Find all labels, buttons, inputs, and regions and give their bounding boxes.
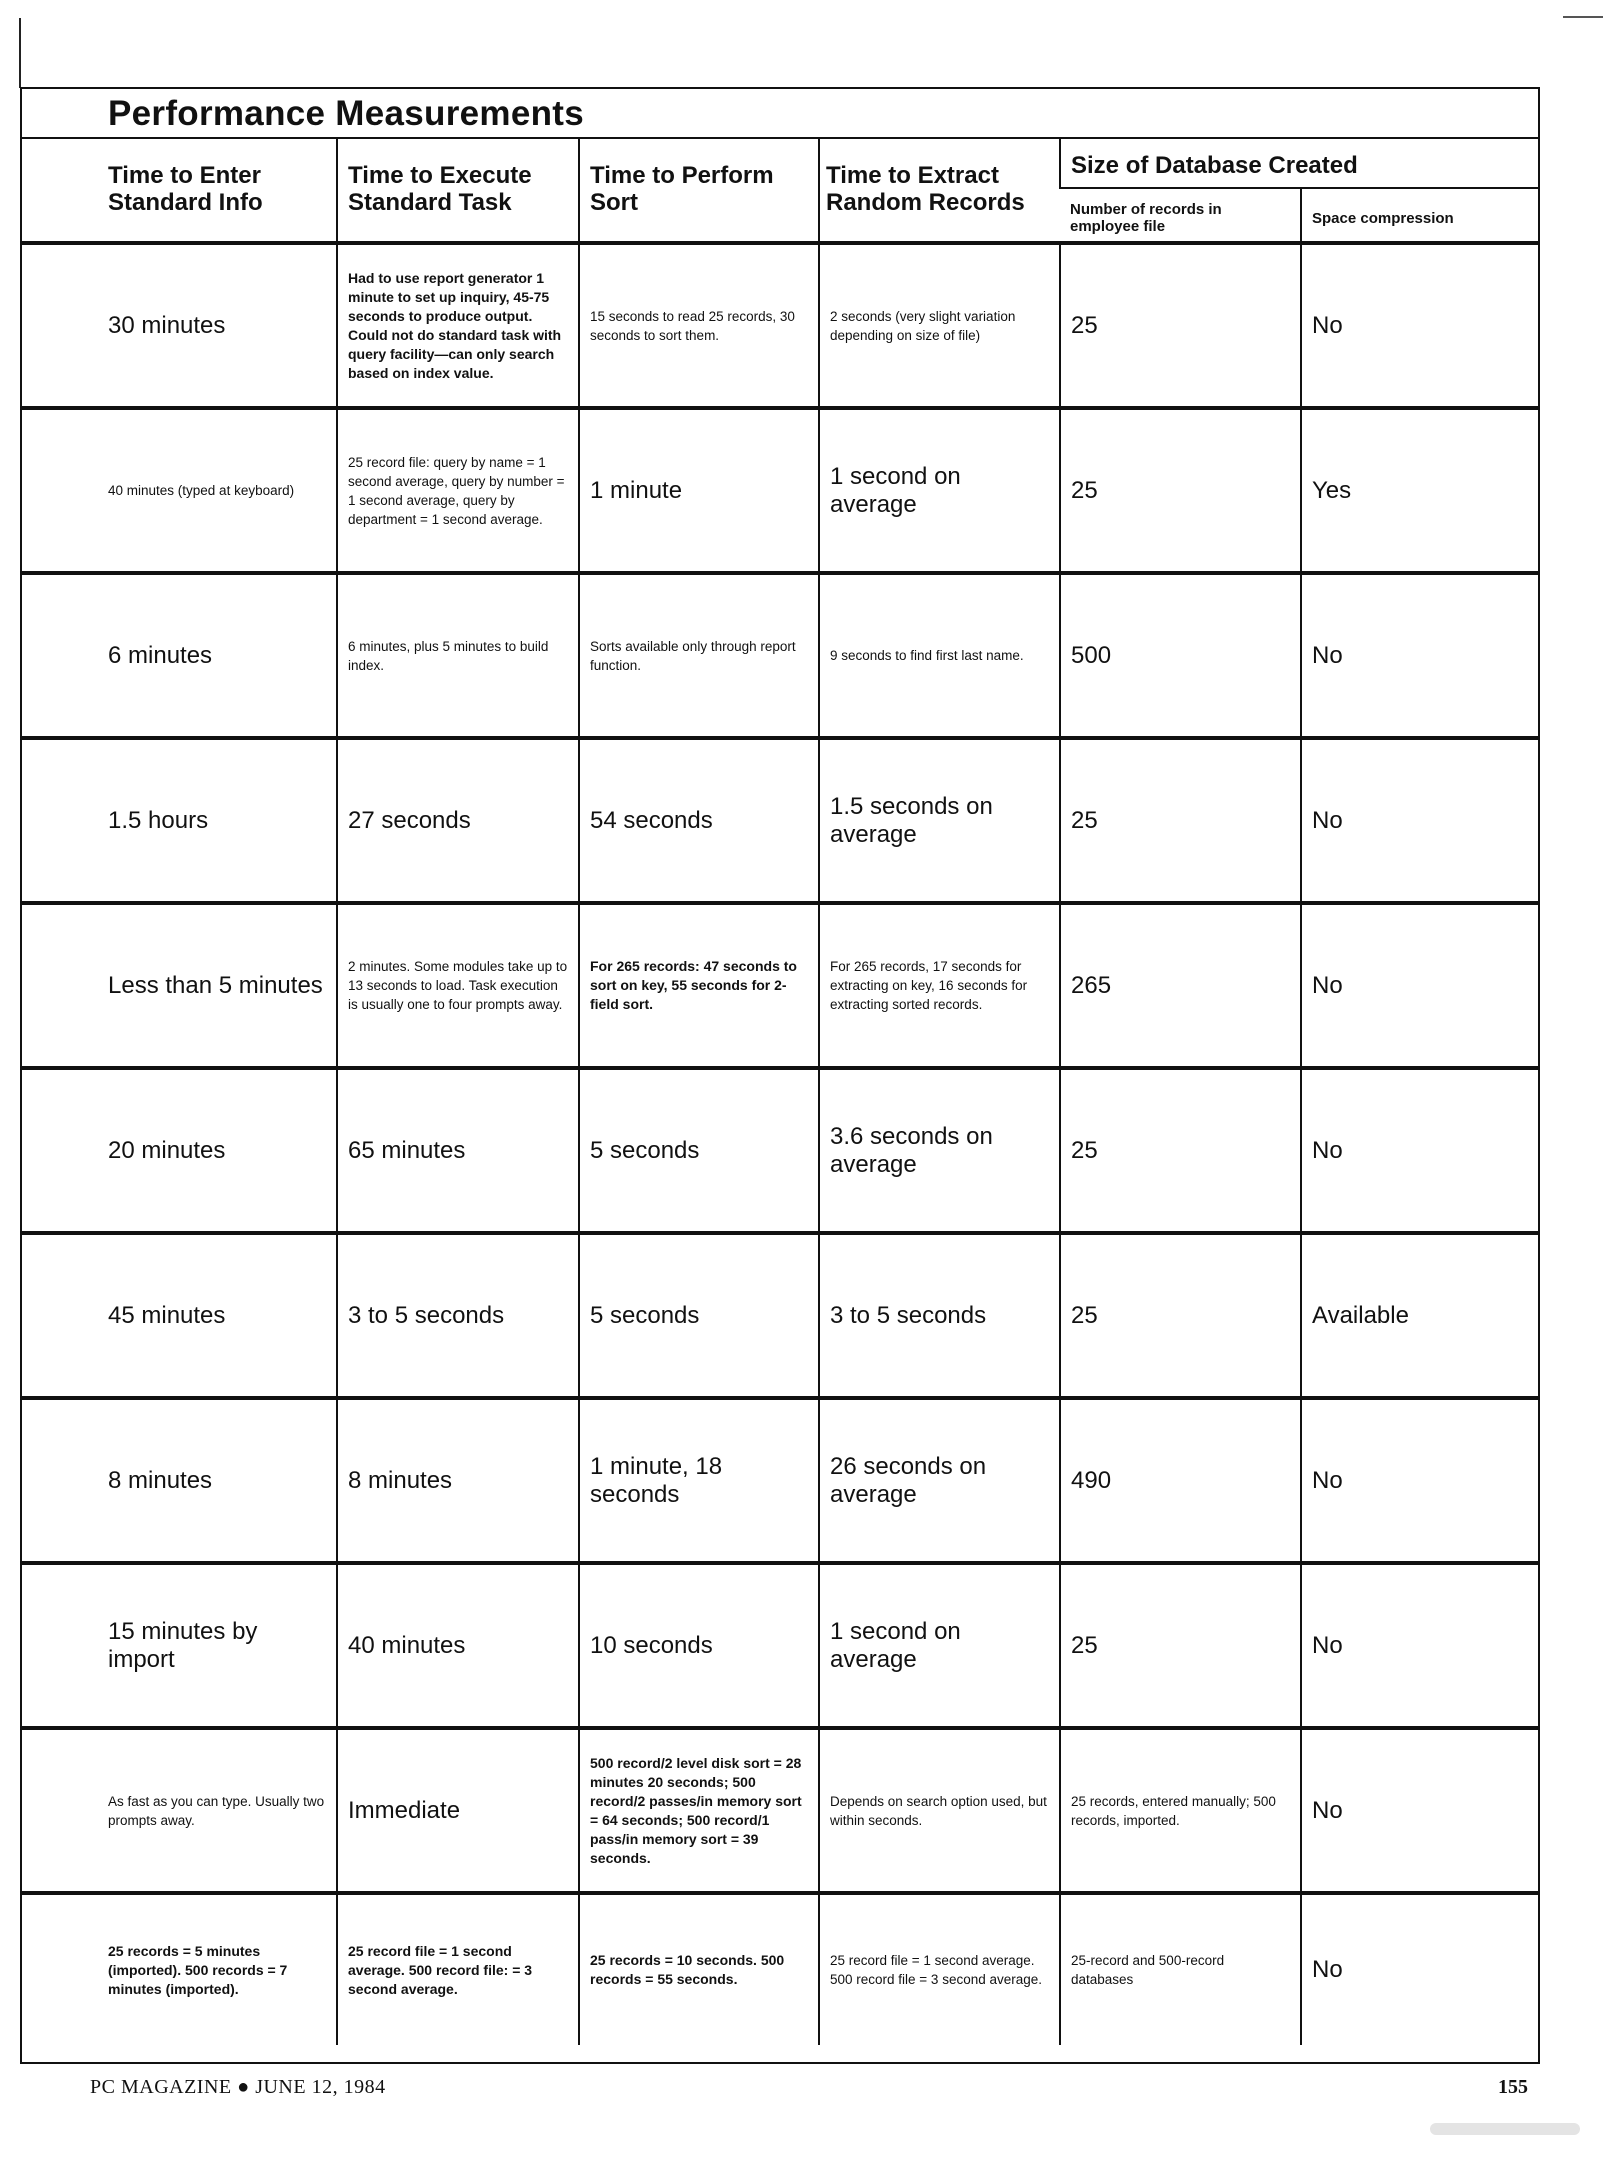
cell-extract: 9 seconds to find first last name. <box>819 573 1060 738</box>
cell-execute: 27 seconds <box>337 738 579 903</box>
cell-execute: 6 minutes, plus 5 minutes to build index. <box>337 573 579 738</box>
cell-records: 25-record and 500-record databases <box>1060 1893 1301 2045</box>
table-row <box>22 1398 1538 1563</box>
cell-extract: 1 second on average <box>819 408 1060 573</box>
cell-sort: For 265 records: 47 seconds to sort on key, 55 seconds for 2-field sort. <box>579 903 819 1068</box>
cell-sort: 10 seconds <box>579 1563 819 1728</box>
page-number: 155 <box>1498 2076 1528 2098</box>
cell-sort: 54 seconds <box>579 738 819 903</box>
cell-compression: No <box>1301 1893 1538 2045</box>
cell-sort: 5 seconds <box>579 1068 819 1233</box>
cell-enter: 15 minutes by import <box>22 1563 337 1728</box>
cell-enter: 25 records = 5 minutes (imported). 500 records = 7 minutes (imported). <box>108 1942 288 1997</box>
title-bar <box>22 89 1538 139</box>
cell-extract: 1.5 seconds on average <box>819 738 1060 903</box>
cell-execute: 40 minutes <box>337 1563 579 1728</box>
cell-records: 25 records, entered manually; 500 records, imported. <box>1060 1728 1301 1893</box>
table-row <box>22 573 1538 738</box>
cell-extract: 26 seconds on average <box>819 1398 1060 1563</box>
cell-execute: 25 record file: query by name = 1 second average, query by number = 1 second average, query by department = 1 second average. <box>337 408 579 573</box>
cell-enter: 6 minutes <box>22 573 337 738</box>
cell-compression: Available <box>1301 1233 1538 1398</box>
corner-rule <box>1563 16 1603 18</box>
scan-smudge <box>1430 2123 1580 2135</box>
cell-compression: No <box>1301 243 1538 408</box>
cell-sort: 1 minute, 18 seconds <box>579 1398 819 1563</box>
cell-sort: 500 record/2 level disk sort = 28 minutes 20 seconds; 500 record/2 passes/in memory sort = 64 seconds; 500 record/1 pass/in memory sort = 39 seconds. <box>579 1728 819 1893</box>
header-compression: Space compression <box>1301 188 1538 243</box>
cell-compression: No <box>1301 1068 1538 1233</box>
cell-enter: Less than 5 minutes <box>22 903 337 1068</box>
cell-enter: 8 minutes <box>22 1398 337 1563</box>
cell-extract: 1 second on average <box>819 1563 1060 1728</box>
table-row <box>22 1893 1538 2045</box>
cell-enter: 1.5 hours <box>22 738 337 903</box>
cell-records: 25 <box>1060 243 1301 408</box>
cell-compression: No <box>1301 903 1538 1068</box>
header-extract: Time to Extract Random Records <box>819 137 1060 243</box>
cell-records: 490 <box>1060 1398 1301 1563</box>
cell-records: 25 <box>1060 1233 1301 1398</box>
table-row <box>22 1728 1538 1893</box>
cell-execute: 3 to 5 seconds <box>337 1233 579 1398</box>
cell-execute: Had to use report generator 1 minute to set up inquiry, 45-75 seconds to produce output. Could not do standard task with query facility—can only search based on index value. <box>337 243 579 408</box>
cell-sort: Sorts available only through report function. <box>579 573 819 738</box>
cell-sort: 1 minute <box>579 408 819 573</box>
header-records: Number of records in employee file <box>1060 188 1301 243</box>
cell-sort: 25 records = 10 seconds. 500 records = 55 seconds. <box>579 1893 819 2045</box>
table-row <box>22 1563 1538 1728</box>
cell-enter: As fast as you can type. Usually two prompts away. <box>22 1728 337 1893</box>
table-row <box>22 903 1538 1068</box>
table-row <box>22 738 1538 903</box>
cell-enter: 40 minutes (typed at keyboard) <box>22 408 337 573</box>
cell-records: 25 <box>1060 738 1301 903</box>
cell-extract: 3 to 5 seconds <box>819 1233 1060 1398</box>
top-rule <box>19 18 21 88</box>
cell-compression: No <box>1301 1728 1538 1893</box>
cell-compression: No <box>1301 1563 1538 1728</box>
table-row <box>22 408 1538 573</box>
performance-table-frame <box>20 87 1540 2064</box>
cell-records: 500 <box>1060 573 1301 738</box>
cell-extract: 25 record file = 1 second average. 500 record file = 3 second average. <box>819 1893 1060 2045</box>
cell-extract: 3.6 seconds on average <box>819 1068 1060 1233</box>
page-title: Performance Measurements <box>108 94 585 133</box>
cell-compression: No <box>1301 738 1538 903</box>
cell-execute: 2 minutes. Some modules take up to 13 seconds to load. Task execution is usually one to four prompts away. <box>337 903 579 1068</box>
cell-records: 25 <box>1060 408 1301 573</box>
cell-sort: 15 seconds to read 25 records, 30 seconds to sort them. <box>579 243 819 408</box>
cell-execute: 8 minutes <box>337 1398 579 1563</box>
header-execute: Time to Execute Standard Task <box>337 137 579 243</box>
cell-extract: 2 seconds (very slight variation depending on size of file) <box>819 243 1060 408</box>
cell-records: 25 <box>1060 1068 1301 1233</box>
cell-enter: 20 minutes <box>22 1068 337 1233</box>
cell-records: 265 <box>1060 903 1301 1068</box>
cell-execute: 25 record file = 1 second average. 500 record file: = 3 second average. <box>337 1893 579 2045</box>
cell-compression: No <box>1301 573 1538 738</box>
header-sort: Time to Perform Sort <box>579 137 819 243</box>
footer-publication: PC MAGAZINE ● JUNE 12, 1984 <box>90 2076 386 2098</box>
table-row <box>22 1233 1538 1398</box>
performance-table <box>22 137 1538 2045</box>
table-row <box>22 243 1538 408</box>
cell-extract: Depends on search option used, but within seconds. <box>819 1728 1060 1893</box>
cell-enter: 30 minutes <box>22 243 337 408</box>
cell-compression: Yes <box>1301 408 1538 573</box>
cell-execute: 65 minutes <box>337 1068 579 1233</box>
cell-records: 25 <box>1060 1563 1301 1728</box>
cell-compression: No <box>1301 1398 1538 1563</box>
cell-sort: 5 seconds <box>579 1233 819 1398</box>
header-size: Size of Database Created <box>1060 137 1538 188</box>
table-row <box>22 1068 1538 1233</box>
header-enter: Time to Enter Standard Info <box>22 137 337 243</box>
cell-execute: Immediate <box>337 1728 579 1893</box>
cell-extract: For 265 records, 17 seconds for extracting on key, 16 seconds for extracting sorted records. <box>819 903 1060 1068</box>
cell-enter: 45 minutes <box>22 1233 337 1398</box>
